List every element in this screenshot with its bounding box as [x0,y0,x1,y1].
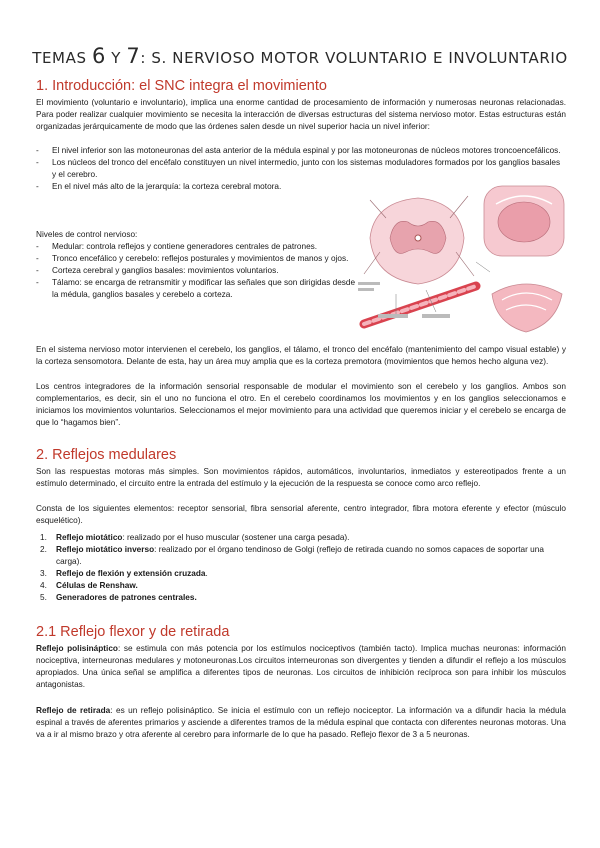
reflex-list [36,532,566,605]
section-2-1-heading: 2.1 Reflejo flexor y de retirada [36,624,230,640]
spinal-cord-figure [356,182,570,344]
control-level-item: - Medular: controla reflejos y contiene generadores centrales de patrones. [36,241,358,253]
polysynaptic-term: Reflejo polisináptico [36,644,118,653]
control-level-item: - Corteza cerebral y ganglios basales: movimientos voluntarios. [36,265,358,277]
withdrawal-text: : es un reflejo polisináptico. Se inicia el estímulo con un reflejo nociceptor. La información va a difundir hacia la médula espinal a través de aferentes primarios y asciende a diferentes tramos de la médula espinal que contacta con diferentes neuronas motoras. Una va a ir al mismo brazo y otra aferente al cerebro para informarle de lo que ha pasado. Reflejo flexor de 3 a 5 neuronas. [36,706,566,740]
reflex-number: 1. [40,533,47,542]
reflex-item [36,532,566,544]
control-level-item: - Tálamo: se encarga de retransmitir y modificar las señales que son dirigidas desde la médula, ganglios basales y cerebelo a corteza. [36,277,358,301]
title-connector: Y [105,49,127,67]
section-2-paragraph-1: Son las respuestas motoras más simples. Son movimientos rápidos, automáticos, involuntarios, inmediatos y estereotipados frente a un estímulo determinado, el circuito entre la entrada del estímulo y la ejecución de la respuesta se conoce como arco reflejo. [36,467,566,489]
reflex-description: . [205,569,208,579]
hierarchy-item: - El nivel inferior son las motoneuronas del asta anterior de la médula espinal y por las motoneuronas de núcleos motores troncoencefálicos. [36,145,566,157]
reflex-name: Reflejo de flexión y extensión cruzada [56,569,206,579]
reflex-item [36,544,566,568]
reflex-number: 4. [40,581,47,591]
hierarchy-item: - En el nivel más alto de la jerarquía: la corteza cerebral motora. [36,181,566,193]
reflex-name: Células de Renshaw. [56,581,138,591]
title-rest: : S. NERVIOSO MOTOR VOLUNTARIO E INVOLUNTARIO [140,49,568,67]
withdrawal-reflex-paragraph [36,705,566,741]
reflex-name: Reflejo miotático inverso [56,545,155,555]
control-levels-heading: Niveles de control nervioso: [36,230,138,239]
section-1-paragraph-3: Los centros integradores de la información sensorial responsable de modular el movimiento son el cerebelo y los ganglios. Ambos son complementarios, es decir, sin el uno no funciona el otro. En el cerebelo coordinamos los movimientos y en los ganglios seleccionamos e iniciamos los movimientos voluntarios. Seleccionamos el mejor movimiento para una actividad que queremos iniciar y el cerebelo se encarga de que lo “hagamos bien”. [36,382,566,428]
reflex-item [36,580,566,592]
page-title [0,44,600,68]
section-2-paragraph-2: Consta de los siguientes elementos: receptor sensorial, fibra sensorial aferente, centro integrador, fibra motora eferente y efector (músculo esquelético). [36,504,566,526]
reflex-number: 2. [40,545,47,555]
section-1-intro: El movimiento (voluntario e involuntario), implica una enorme cantidad de procesamiento de información y numerosas neuronas relacionadas. Para poder realizar cualquier movimiento se necesita la interacción de diversas estructuras del sistema nervioso motor. Estas estructuras están organizadas jerárquicamente de modo que las órdenes salen desde un nivel superior hacia un nivel inferior: [36,98,566,132]
reflex-number: 5. [40,593,47,603]
reflex-description: : realizado por el huso muscular (sostener una carga pesada). [122,533,350,542]
reflex-item [36,568,566,580]
title-number-1: 6 [91,44,106,68]
section-2-heading: 2. Reflejos medulares [36,447,177,463]
spinal-cord-segment [484,186,564,256]
reflex-number: 3. [40,569,47,579]
reflex-name: Reflejo miotático [56,533,123,542]
title-number-2: 7 [126,44,141,68]
control-level-item: - Tronco encefálico y cerebelo: reflejos posturales y movimientos de manos y ojos. [36,253,358,265]
section-1-heading: 1. Introducción: el SNC integra el movimiento [36,78,327,94]
polysynaptic-text: : se estimula con más potencia por los estímulos nociceptivos (también tacto). Implica muchas neuronas: información nociceptiva, interneuronas medulares y motoneuronas.Los circuitos interneuronas son divergentes y tienden a difundir el reflejo a los músculos apropiados. Una única señal se amplifica a diferentes tipos de neuronas. Los circuitos de inhibición recíproca son para inhibir los músculos antagonistas. [36,644,566,690]
reflex-name: Generadores de patrones centrales. [56,593,197,603]
polysynaptic-reflex-paragraph [36,643,566,691]
reflex-item [36,592,566,604]
reflex-description: : realizado por el órgano tendinoso de Golgi (reflejo de retirada cuando no somos capaces de soportar una carga). [56,545,544,567]
title-prefix: TEMAS [32,49,92,67]
hierarchy-item: - Los núcleos del tronco del encéfalo constituyen un nivel intermedio, junto con los sistemas moduladores formados por los ganglios basales y el cerebro. [36,157,566,181]
control-levels-list [36,241,358,301]
withdrawal-term: Reflejo de retirada [36,706,111,715]
section-1-paragraph-2: En el sistema nervioso motor intervienen el cerebelo, los ganglios, el tálamo, el tronco del encéfalo (mantenimiento del campo visual estable) y la corteza sensomotora. Delante de esta, hay un área muy amplia que es la corteza premotora (movimientos que hemos hecho alguna vez). [36,345,566,367]
